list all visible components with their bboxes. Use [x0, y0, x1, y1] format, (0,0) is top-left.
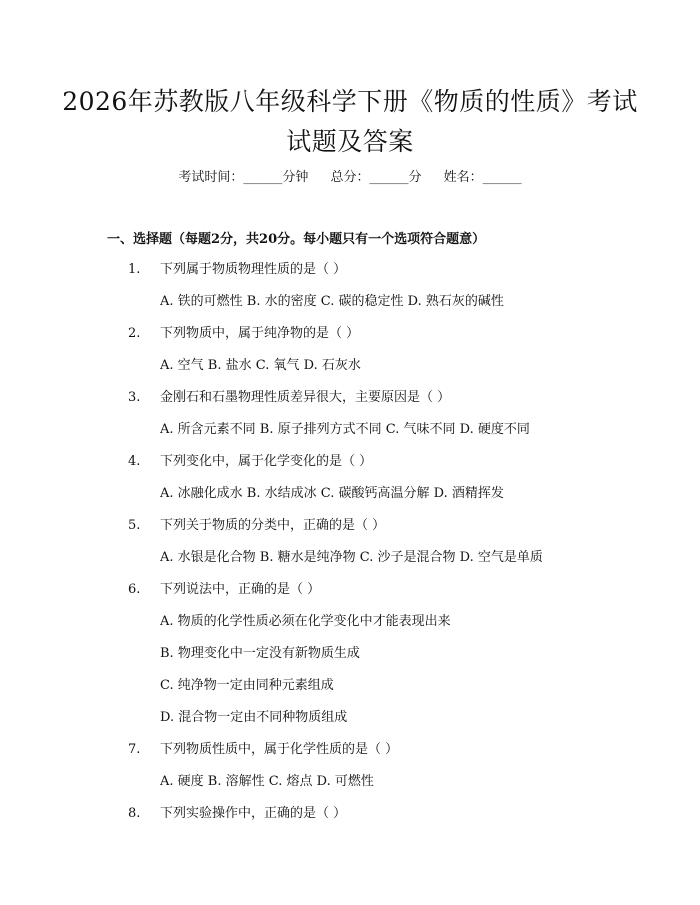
question-text: 金刚石和石墨物理性质差异很大，主要原因是（ ）: [160, 390, 451, 405]
answer-option-text: A. 空气 B. 盐水 C. 氧气 D. 石灰水: [160, 358, 361, 373]
question-stem: [0, 452, 700, 484]
answer-options: [0, 292, 700, 324]
answer-option-text: A. 硬度 B. 溶解性 C. 熔点 D. 可燃性: [160, 774, 374, 789]
answer-option-text: A. 冰融化成水 B. 水结成冰 C. 碳酸钙高温分解 D. 酒精挥发: [160, 486, 504, 501]
question-stem: [0, 388, 700, 420]
question-number: 1.: [128, 262, 141, 277]
answer-option-text: A. 铁的可燃性 B. 水的密度 C. 碳的稳定性 D. 熟石灰的碱性: [160, 294, 504, 309]
question-stem: [0, 324, 700, 356]
section-heading-choice: 一、选择题（每题2分，共20分。每小题只有一个选项符合题意）: [107, 232, 486, 247]
exam-info-line: [0, 168, 700, 188]
question-text: 下列变化中，属于化学变化的是（ ）: [160, 454, 373, 469]
question-stem: [0, 804, 700, 836]
answer-options: [0, 612, 700, 644]
answer-options: [0, 484, 700, 516]
question-list: [0, 260, 700, 836]
answer-options: [0, 708, 700, 740]
question-text: 下列说法中，正确的是（ ）: [160, 582, 321, 597]
answer-option-text: C. 纯净物一定由同种元素组成: [160, 678, 334, 693]
question-stem: [0, 260, 700, 292]
question-number: 4.: [128, 454, 141, 469]
answer-option-text: B. 物理变化中一定没有新物质生成: [160, 646, 360, 661]
document-title: 2026年苏教版八年级科学下册《物质的性质》考试试题及答案: [62, 87, 638, 156]
student-name-field: 姓名：______: [443, 170, 522, 185]
question-text: 下列物质性质中，属于化学性质的是（ ）: [160, 742, 399, 757]
answer-option-text: A. 水银是化合物 B. 糖水是纯净物 C. 沙子是混合物 D. 空气是单质: [160, 550, 543, 565]
question-number: 6.: [128, 582, 141, 597]
question-number: 7.: [128, 742, 141, 757]
answer-options: [0, 772, 700, 804]
answer-options: [0, 676, 700, 708]
question-stem: [0, 516, 700, 548]
answer-options: [0, 356, 700, 388]
answer-option-text: D. 混合物一定由不同种物质组成: [160, 710, 348, 725]
question-text: 下列实验操作中，正确的是（ ）: [160, 806, 347, 821]
exam-time-field: 考试时间：______分钟: [178, 170, 309, 185]
question-number: 8.: [128, 806, 141, 821]
question-number: 3.: [128, 390, 141, 405]
question-stem: [0, 740, 700, 772]
answer-option-text: A. 物质的化学性质必须在化学变化中才能表现出来: [160, 614, 451, 629]
answer-options: [0, 548, 700, 580]
question-text: 下列属于物质物理性质的是（ ）: [160, 262, 347, 277]
question-text: 下列物质中，属于纯净物的是（ ）: [160, 326, 360, 341]
answer-options: [0, 644, 700, 676]
question-number: 2.: [128, 326, 141, 341]
answer-option-text: A. 所含元素不同 B. 原子排列方式不同 C. 气味不同 D. 硬度不同: [160, 422, 530, 437]
question-number: 5.: [128, 518, 141, 533]
total-score-field: 总分：______分: [330, 170, 422, 185]
answer-options: [0, 420, 700, 452]
question-text: 下列关于物质的分类中，正确的是（ ）: [160, 518, 386, 533]
question-stem: [0, 580, 700, 612]
